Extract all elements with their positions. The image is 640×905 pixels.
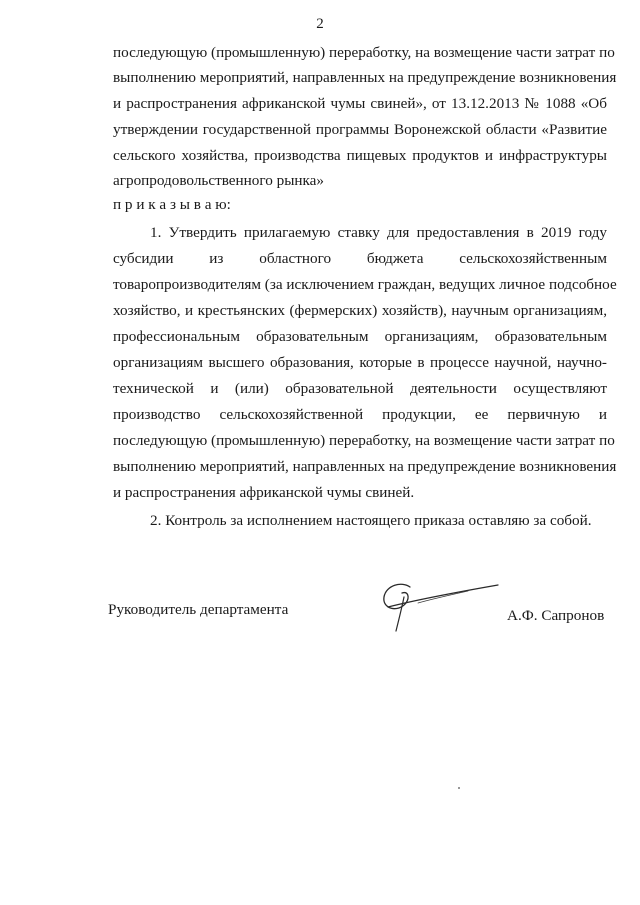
item1-line: технической и (или) образовательной деятельности осуществляют: [113, 380, 607, 397]
signatory-name: А.Ф. Сапронов: [507, 607, 605, 624]
intro-line: выполнению мероприятий, направленных на предупреждение возникновения: [113, 69, 617, 86]
handwritten-signature: [372, 573, 502, 643]
intro-line: агропродовольственного рынка»: [113, 172, 325, 189]
item1-line: производство сельскохозяйственной продукции, ее первичную и: [113, 406, 607, 423]
item1-line: и распространения африканской чумы свиней.: [113, 484, 415, 501]
item1-line: профессиональным образовательным организациям, образовательным: [113, 328, 607, 345]
item1-line: товаропроизводителям (за исключением граждан, ведущих личное подсобное: [113, 276, 617, 293]
page-number: 2: [316, 16, 324, 32]
intro-line: утверждении государственной программы Воронежской области «Развитие: [113, 121, 607, 138]
order-word: п р и к а з ы в а ю:: [113, 196, 231, 213]
scan-speck: [458, 787, 460, 789]
item1-line: выполнению мероприятий, направленных на предупреждение возникновения: [113, 458, 617, 475]
item1-line: хозяйство, и крестьянских (фермерских) хозяйств), научным организациям,: [113, 302, 607, 319]
intro-line: и распространения африканской чумы свиней», от 13.12.2013 № 1088 «Об: [113, 95, 607, 112]
signatory-title: Руководитель департамента: [108, 601, 289, 618]
item1-line: субсидии из областного бюджета сельскохозяйственным: [113, 250, 607, 267]
item1-line: организациям высшего образования, которые в процессе научной, научно-: [113, 354, 607, 371]
item2-line: 2. Контроль за исполнением настоящего приказа оставляю за собой.: [150, 512, 592, 529]
intro-line: сельского хозяйства, производства пищевых продуктов и инфраструктуры: [113, 147, 607, 164]
item1-line: последующую (промышленную) переработку, на возмещение части затрат по: [113, 432, 615, 449]
item1-line: 1. Утвердить прилагаемую ставку для предоставления в 2019 году: [150, 224, 607, 241]
intro-line: последующую (промышленную) переработку, на возмещение части затрат по: [113, 44, 615, 61]
